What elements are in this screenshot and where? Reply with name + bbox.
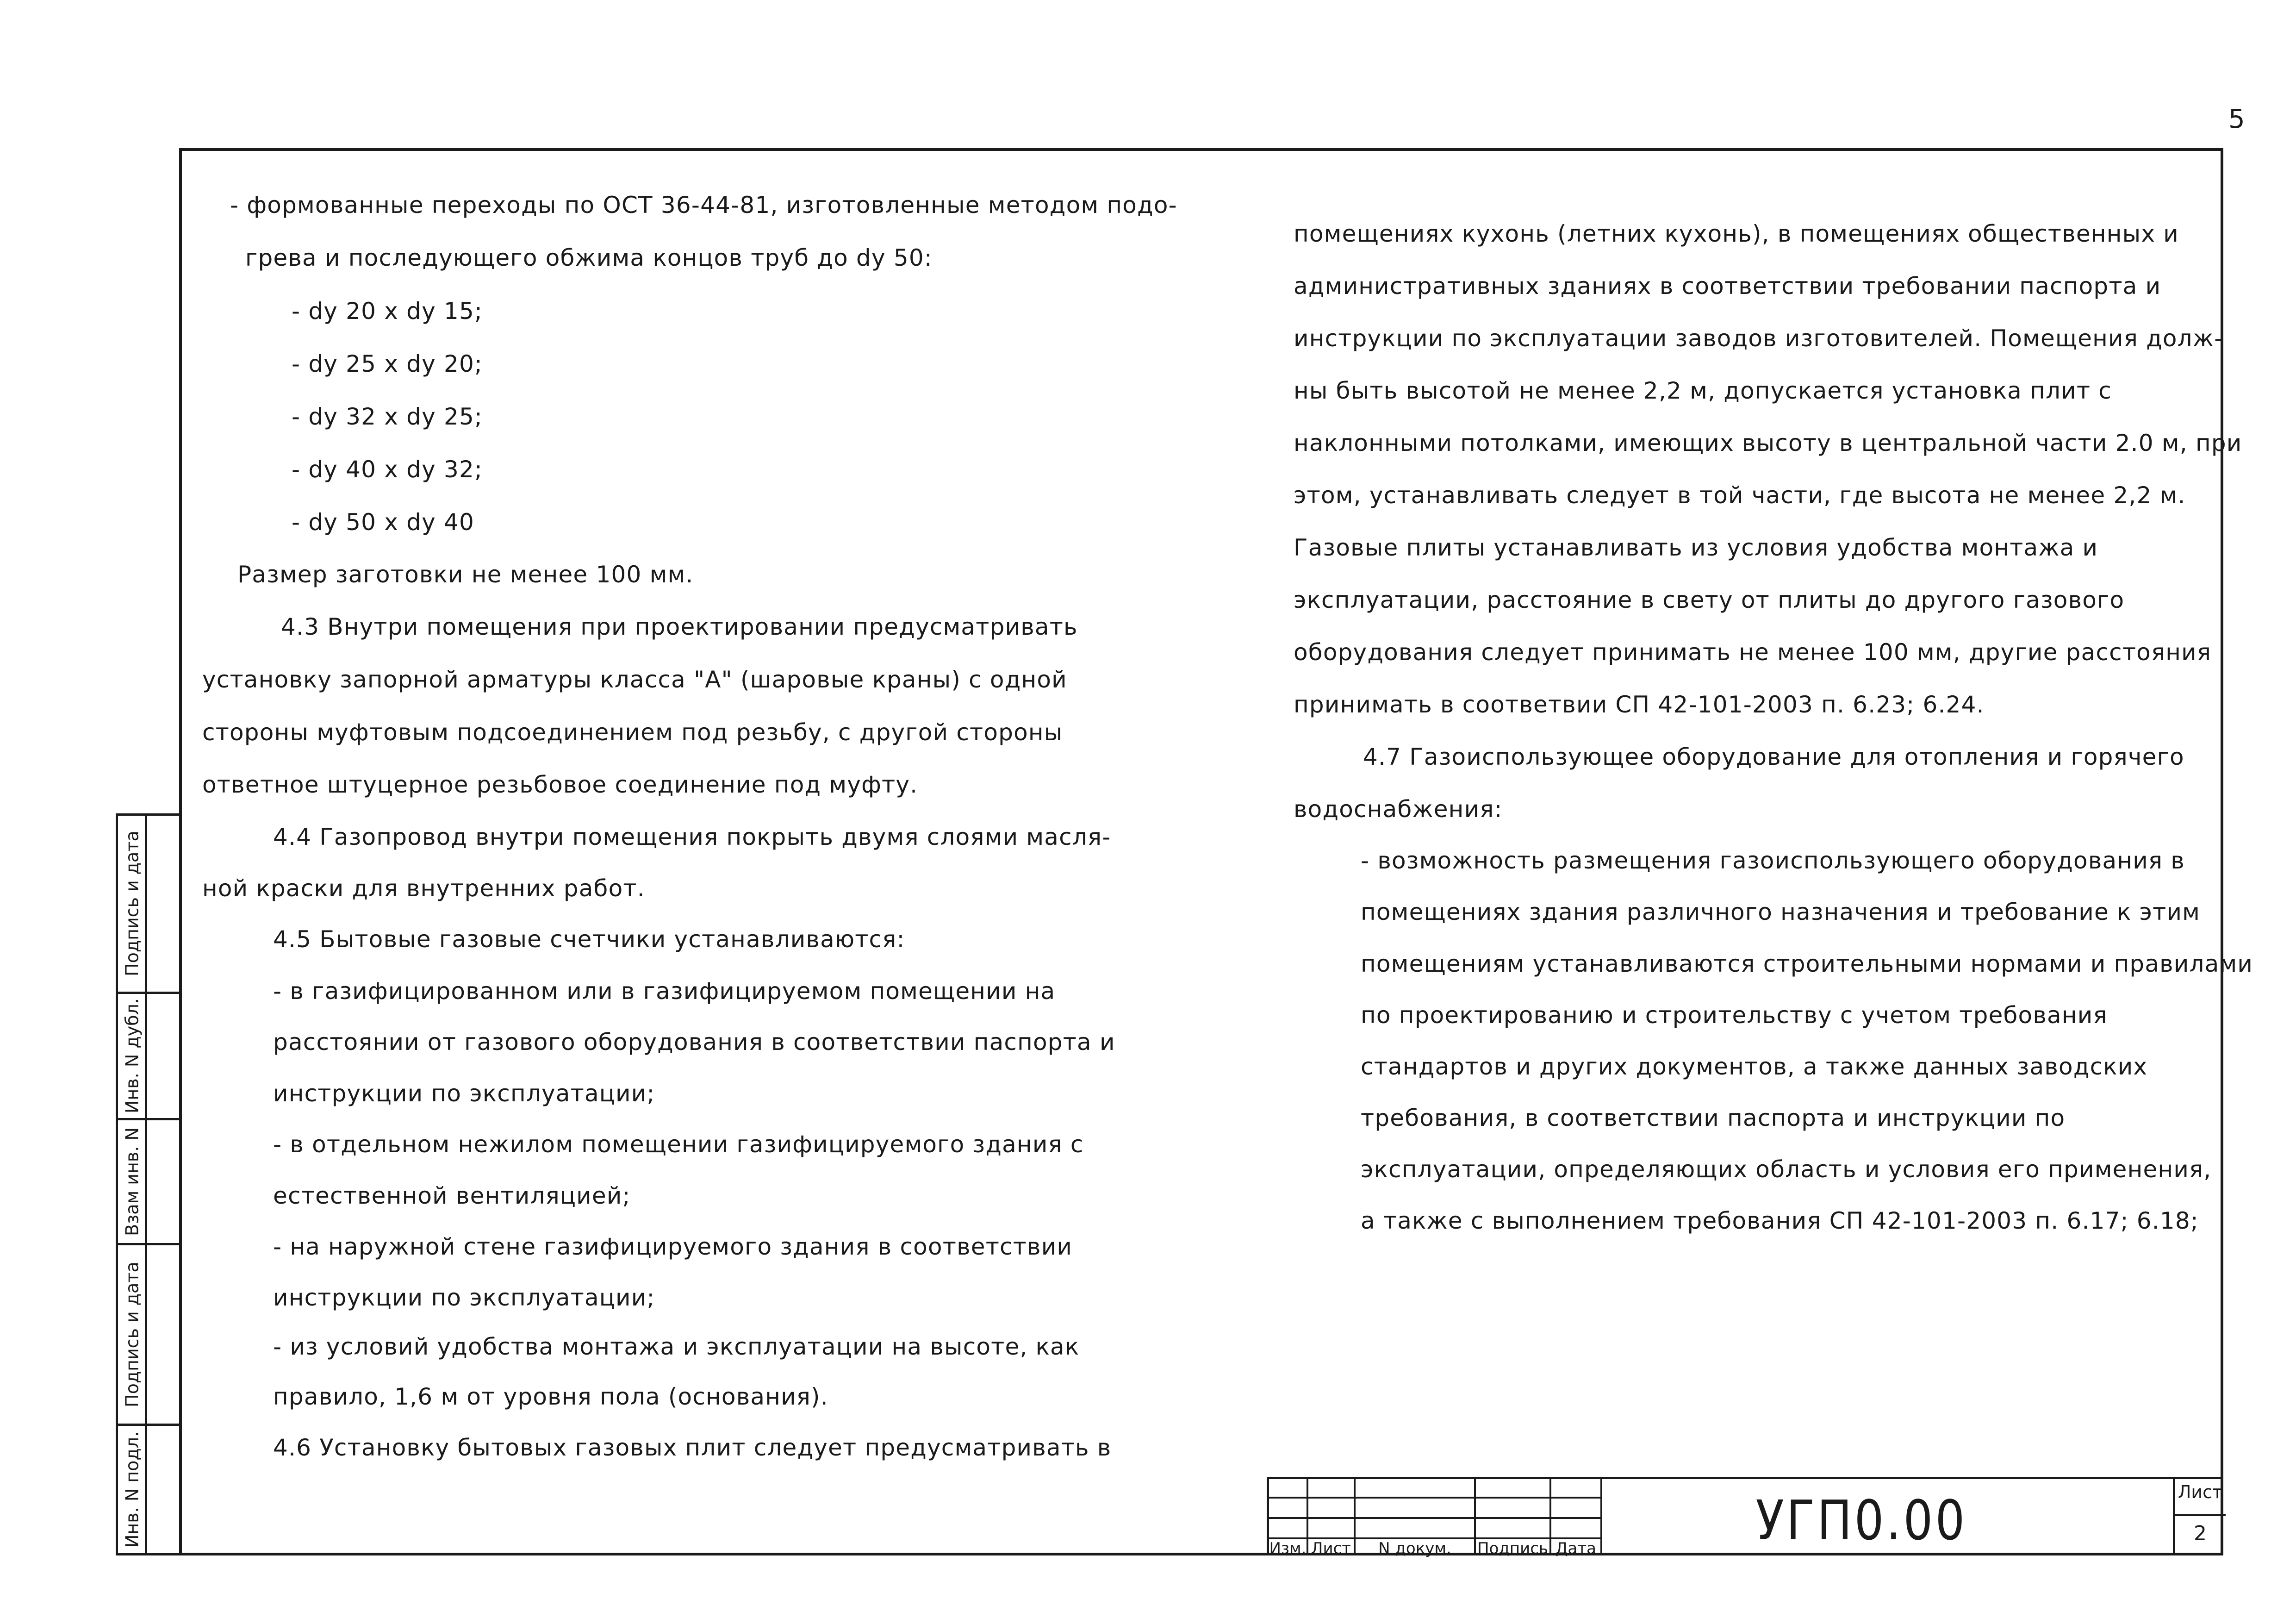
right-line: 4.7 Газоиспользующее оборудование для отопления и горячего — [1363, 743, 2184, 770]
title-block-divider — [2173, 1514, 2226, 1516]
right-line: принимать в соответвии СП 42-101-2003 п. 6.23; 6.24. — [1294, 691, 1985, 718]
stamp-label: Подпись и дата — [122, 1262, 143, 1407]
sheet-label: Лист — [2178, 1482, 2223, 1502]
stamp-label: Взам инв. N — [122, 1127, 143, 1236]
right-line: этом, устанавливать следует в той части, где высота не менее 2,2 м. — [1294, 482, 2186, 509]
right-line: оборудования следует принимать не менее 100 мм, другие расстояния — [1294, 639, 2212, 666]
left-line: расстоянии от газового оборудования в соответствии паспорта и — [273, 1029, 1115, 1056]
title-block-divider — [1269, 1517, 1602, 1519]
stamp-label: Подпись и дата — [122, 831, 143, 977]
left-line: установку запорной арматуры класса "А" (шаровые краны) с одной — [202, 666, 1067, 693]
right-line: инструкции по эксплуатации заводов изготовителей. Помещения долж- — [1294, 325, 2223, 352]
left-line: стороны муфтовым подсоединением под резьбу, с другой стороны — [202, 719, 1063, 746]
right-line: помещениях здания различного назначения и требование к этим — [1361, 899, 2201, 925]
right-line: Газовые плиты устанавливать из условия удобства монтажа и — [1294, 534, 2098, 561]
header-izm: Изм. — [1269, 1539, 1307, 1558]
header-date: Дата — [1555, 1539, 1597, 1558]
right-line: помещениям устанавливаются строительными нормами и правилами — [1361, 950, 2253, 977]
right-line: водоснабжения: — [1294, 796, 1503, 823]
left-line: - формованные переходы по ОСТ 36-44-81, изготовленные методом подо- — [230, 192, 1177, 219]
right-line: помещениях кухонь (летних кухонь), в помещениях общественных и — [1294, 220, 2179, 247]
stamp-label: Инв. N дубл. — [122, 998, 143, 1114]
right-line: наклонными потолками, имеющих высоту в центральной части 2.0 м, при — [1294, 430, 2242, 456]
page-number: 5 — [2228, 104, 2245, 134]
header-doc-num: N докум. — [1378, 1539, 1451, 1558]
left-line: ответное штуцерное резьбовое соединение под муфту. — [202, 771, 918, 798]
left-line: естественной вентиляцией; — [273, 1182, 631, 1209]
left-line: - dy 50 x dy 40 — [292, 509, 475, 536]
left-line: 4.3 Внутри помещения при проектировании предусматривать — [281, 613, 1078, 640]
document-code: УГП0.00 — [1755, 1488, 1967, 1552]
stamp-divider — [145, 816, 147, 1553]
right-line: стандартов и других документов, а также данных заводских — [1361, 1053, 2148, 1080]
right-line: эксплуатации, расстояние в свету от плиты до другого газового — [1294, 587, 2125, 613]
left-line: 4.5 Бытовые газовые счетчики устанавливаются: — [273, 926, 905, 953]
left-line: - dy 25 x dy 20; — [292, 350, 483, 377]
right-line: ны быть высотой не менее 2,2 м, допускается установка плит с — [1294, 377, 2112, 404]
right-line: административных зданиях в соответствии требовании паспорта и — [1294, 273, 2161, 300]
left-line: - dy 32 x dy 25; — [292, 403, 483, 430]
header-signature: Подпись — [1477, 1539, 1548, 1558]
left-line: - из условий удобства монтажа и эксплуатации на высоте, как — [273, 1333, 1080, 1360]
left-line: инструкции по эксплуатации; — [273, 1284, 655, 1311]
sheet-number: 2 — [2194, 1522, 2207, 1545]
title-block-divider — [1600, 1479, 1602, 1555]
left-line: грева и последующего обжима концов труб до dy 50: — [245, 244, 933, 271]
left-line: - dy 20 x dy 15; — [292, 298, 483, 325]
left-line: правило, 1,6 м от уровня пола (основания). — [273, 1383, 828, 1410]
left-line: 4.6 Установку бытовых газовых плит следует предусматривать в — [273, 1434, 1112, 1461]
left-line: инструкции по эксплуатации; — [273, 1080, 655, 1107]
right-line: эксплуатации, определяющих область и условия его применения, — [1361, 1156, 2212, 1183]
right-line: а также с выполнением требования СП 42-101-2003 п. 6.17; 6.18; — [1361, 1207, 2199, 1234]
left-line: 4.4 Газопровод внутри помещения покрыть двумя слоями масля- — [273, 824, 1111, 850]
left-line: - в газифицированном или в газифицируемом помещении на — [273, 978, 1056, 1005]
right-line: - возможность размещения газоиспользующего оборудования в — [1361, 847, 2185, 874]
stamp-label: Инв. N подл. — [122, 1431, 143, 1548]
left-line: ной краски для внутренних работ. — [202, 875, 645, 902]
left-line: - в отдельном нежилом помещении газифицируемого здания с — [273, 1131, 1084, 1158]
left-line: - dy 40 x dy 32; — [292, 456, 483, 483]
left-line: - на наружной стене газифицируемого здания в соответствии — [273, 1233, 1073, 1260]
margin-stamp — [116, 813, 181, 1555]
right-line: требования, в соответствии паспорта и инструкции по — [1361, 1105, 2066, 1131]
right-line: по проектированию и строительству с учетом требования — [1361, 1002, 2108, 1029]
title-block-divider — [1269, 1497, 1602, 1499]
header-list: Лист — [1311, 1539, 1351, 1558]
title-block — [1267, 1477, 2223, 1558]
left-line: Размер заготовки не менее 100 мм. — [237, 561, 694, 588]
